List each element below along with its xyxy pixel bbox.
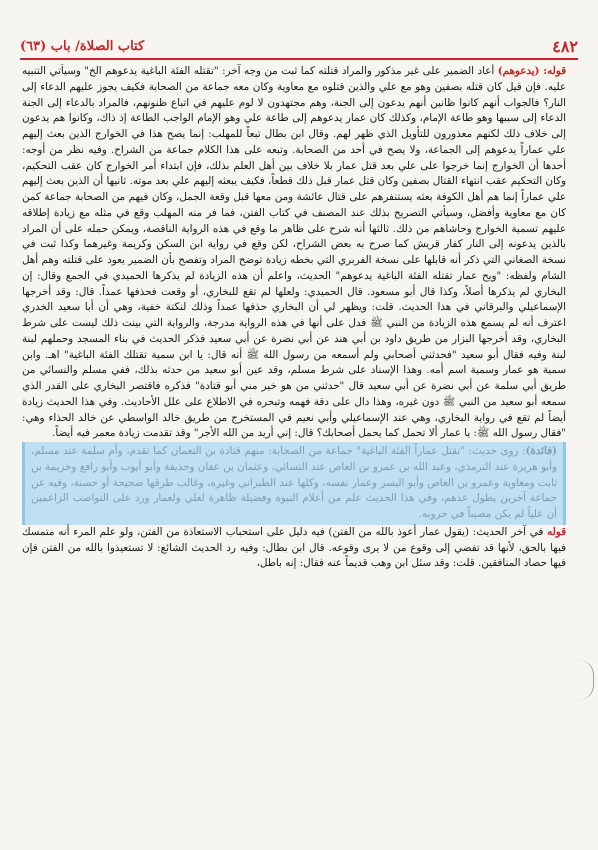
paragraph-end-of-hadith [22,525,566,572]
paragraph-text: أعاد الضمير على غير مذكور والمراد قتلته كما ثبت من وجه آخر: "تقتله الفئة الباغية يدعوهم الخ" وسيأتي التنبيه عليه. فإن قيل كان قتله بصفين وهو مع علي والذين قتلوه مع معاوية وكان معه جماعة من الصحابة فكيف يجوز عليهم الدعاء إلى النار؟ فالجواب أنهم كانوا ظانين أنهم يدعون إلى الجنة، وهم مجتهدون لا لوم عليهم في اتباع ظنونهم، فالمراد بالدعاء إلى الجنة الدعاء إلى سببها وهو طاعة الإمام، وكذلك كان عمار يدعوهم إلى طاعة علي وهو الإمام الواجب الطاعة إذ ذاك، وكانوا هم يدعون إلى خلاف ذلك لكنهم معذورون للتأويل الذي ظهر لهم. وقال ابن بطال تبعاً للمهلب: إنما يصح هذا في الخوارج الذين بعث إليهم علي عماراً يدعوهم إلى الجماعة، ولا يصح في أحد من الصحابة. وتبعه على هذا الكلام جماعة من الشراح. وفيه نظر من أوجه: أحدها أن الخوارج إنما خرجوا على علي بعد قتل عمار بلا خلاف بين أهل العلم بذلك، فإن ابتداء أمر الخوارج كان عقب التحكيم، وكان التحكيم عقب انتهاء القتال بصفين وكان قتل عمار قبل ذلك قطعاً، فكيف يبعثه إليهم علي بعد موته. ثانيها أن الذين بعث إليهم علي عماراً إنما هم أهل الكوفة بعثه يستنفرهم على قتال عائشة ومن معها قبل وقعة الجمل، وكان فيهم من الصحابة جماعة كمن كان مع معاوية وأفضل، وسيأتي التصريح بذلك عند المصنف في كتاب الفتن، فما فر منه المهلب وقع في مثله مع زيادة إطلاقه عليهم تسمية الخوارج وحاشاهم من ذلك. ثالثها أنه شرح على ظاهر ما وقع في هذه الرواية الناقصة، ويمكن حمله على أن المراد بالذين يدعونه إلى النار كفار قريش كما صرح به بعض الشراح، لكن وقع في رواية ابن السكن وكريمة وغيرهما وكذا ثبت في نسخة الصغاني التي ذكر أنه قابلها على نسخة الفربري التي بخطه زيادة توضح المراد وتفصح بأن الضمير يعود على قتلته وهم أهل الشام ولفظه: "ويح عمار تقتله الفئة الباغية يدعوهم" الحديث، واعلم أن هذه الزيادة لم يذكرها الحميدي في الجمع وقال: إن البخاري لم يذكرها أصلاً، وكذا قال أبو مسعود. قال الحميدي: ولعلها لم تقع للبخاري، أو وقعت فحذفها عمداً. قال: وقد أخرجها الإسماعيلي والبرقاني في هذا الحديث. قلت: ويظهر لي أن البخاري حذفها عمداً وذلك لنكتة خفية، وهي أن أبا سعيد الخدري اعترف أنه لم يسمع هذه الزيادة من النبي ﷺ فدل على أنها في هذه الرواية مدرجة، والرواية التي بينت ذلك ليست على شرط البخاري، وقد أخرجها البزار من طريق داود بن أبي هند عن أبي نضرة عن أبي سعيد فذكر الحديث في بناء المسجد وحملهم لبنة لبنة وفيه فقال أبو سعيد "فحدثني أصحابي ولم أسمعه من رسول الله ﷺ أنه قال: يا ابن سمية تقتلك الفئة الباغية" اهـ. وابن سمية هو عمار وسمية اسم أمه. وهذا الإسناد على شرط مسلم، وقد عين أبو سعيد من حدثه بذلك، ففي مسلم والنسائي من طريق أبي سلمة عن أبي نضرة عن أبي سعيد قال "حدثني من هو خير مني أبو قتادة" فذكره فاقتصر البخاري على القدر الذي سمعه أبو سعيد من النبي ﷺ دون غيره، وهذا دال على دقة فهمه وتبحره في الاطلاع على علل الأحاديث. وفي هذا الحديث زيادة أيضاً لم تقع في رواية البخاري، وهي عند الإسماعيلي وأبي نعيم في المستخرج من طريق خالد الواسطي عن خالد الحذاء وهي: "فقال رسول الله ﷺ: يا عمار ألا تحمل كما يحمل أصحابك؟ قال: إني أريد من الله الأجر" وقد تقدمت زيادة معمر فيه أيضاً. [22,65,566,440]
paragraph-text: في آخر الحديث: (يقول عمار أعوذ بالله من الفتن) فيه دليل على استحباب الاستعاذة من الفتن، ولو علم المرء أنه متمسك فيها بالحق، لأنها قد تفضي إلى وقوع من لا يرى وقوعه. قال ابن بطال: وفيه رد الحديث الشائع: لا تستعيذوا بالله من الفتن فإن فيها حصاد المنافقين. قلت: وقد سئل ابن وهب قديماً عنه فقال: إنه باطل، [22,525,566,570]
paragraph-benefit-highlighted[interactable] [22,442,566,525]
paragraph-lead: قوله: (يدعوهم) [497,65,566,77]
paragraph-text: : روى حديث: "تقتل عماراً الفئة الباغية" جماعة من الصحابة: منهم قتادة بن النعمان كما تقدم، وأم سلمة عند مسلم، وأبو هريرة عند الترمذي، وعبد الله بن عمرو بن العاص عند النسائي، وعثمان بن عفان وحذيفة وأبو أيوب وأبو رافع وخزيمة بن ثابت ومعاوية وعمرو بن العاص وأبو اليسر وعمار نفسه، وكلها عند الطبراني وغيره، وغالب طرقها صحيحة أو حسنة، وفيه عن جماعة آخرين يطول عدهم، وفي هذا الحديث علم من أعلام النبوة وفضيلة ظاهرة لعلي ولعمار ورد على النواصب الزاعمين أن علياً لم يكن مصيباً في حروبه. [31,445,557,520]
paragraph-lead: (فائدة) [525,445,557,457]
chapter-title: كتاب الصلاة/ باب (٦٣) [20,38,145,54]
page-header [20,34,578,60]
page-number: ٤٨٢ [552,36,578,56]
paragraph-lead: قوله [547,525,566,538]
paragraph-commentary [22,64,566,442]
margin-bracket-mark [579,660,594,700]
page-body [22,64,566,844]
